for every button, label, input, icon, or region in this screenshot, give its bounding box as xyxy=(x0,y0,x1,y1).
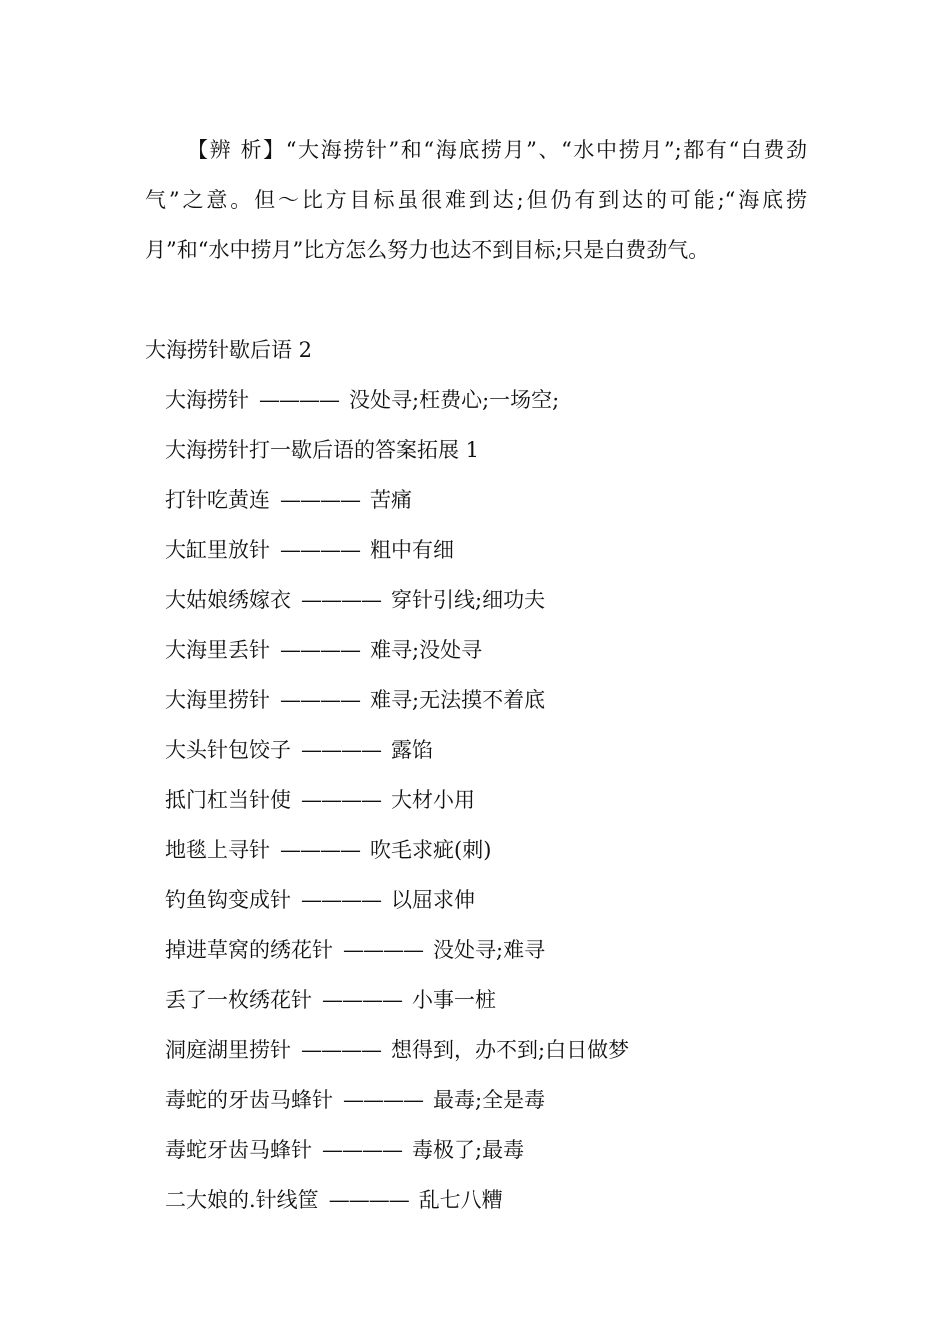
list-item xyxy=(165,775,629,825)
xiehouyu-question: 大海捞针 xyxy=(165,388,249,412)
xiehouyu-question: 大海里捞针 xyxy=(165,688,270,712)
xiehouyu-answer: 穿针引线;细功夫 xyxy=(391,588,546,612)
xiehouyu-question: 毒蛇牙齿马蜂针 xyxy=(165,1138,312,1162)
list-item xyxy=(165,625,629,675)
dash-separator: ———— xyxy=(280,638,360,662)
xiehouyu-question: 二大娘的.针线筐 xyxy=(165,1188,319,1212)
xiehouyu-list xyxy=(165,375,629,1225)
list-item xyxy=(165,575,629,625)
xiehouyu-question: 大姑娘绣嫁衣 xyxy=(165,588,291,612)
xiehouyu-question: 大海捞针打一歇后语的答案拓展 1 xyxy=(165,438,480,462)
xiehouyu-answer: 小事一桩 xyxy=(412,988,496,1012)
list-item xyxy=(165,1075,629,1125)
xiehouyu-question: 大头针包饺子 xyxy=(165,738,291,762)
list-item xyxy=(165,675,629,725)
dash-separator: ———— xyxy=(259,388,339,412)
xiehouyu-answer: 毒极了;最毒 xyxy=(412,1138,525,1162)
xiehouyu-answer: 露馅 xyxy=(391,738,433,762)
dash-separator: ———— xyxy=(322,1138,402,1162)
dash-separator: ———— xyxy=(301,738,381,762)
dash-separator: ———— xyxy=(328,1188,409,1212)
analysis-paragraph: 【辨 析】“大海捞针”和“海底捞月”、“水中捞月”;都有“白费劲气”之意。但～比方目标虽很难到达;但仍有到达的可能;“海底捞月”和“水中捞月”比方怎么努力也达不到目标;只是白费劲气。 xyxy=(145,138,807,262)
dash-separator: ———— xyxy=(280,488,360,512)
dash-separator: ———— xyxy=(280,538,360,562)
xiehouyu-answer: 以屈求伸 xyxy=(391,888,475,912)
xiehouyu-answer: 大材小用 xyxy=(391,788,475,812)
xiehouyu-question: 大缸里放针 xyxy=(165,538,270,562)
dash-separator: ———— xyxy=(322,988,402,1012)
xiehouyu-answer: 难寻;无法摸不着底 xyxy=(370,688,546,712)
xiehouyu-question: 洞庭湖里捞针 xyxy=(165,1038,291,1062)
xiehouyu-question: 大海里丢针 xyxy=(165,638,270,662)
xiehouyu-answer: 苦痛 xyxy=(370,488,412,512)
list-item xyxy=(165,825,629,875)
dash-separator: ———— xyxy=(301,788,381,812)
list-item xyxy=(165,975,629,1025)
dash-separator: ———— xyxy=(301,888,381,912)
dash-separator: ———— xyxy=(343,1088,423,1112)
list-item xyxy=(165,425,629,475)
xiehouyu-question: 打针吃黄连 xyxy=(165,488,270,512)
xiehouyu-question: 掉进草窝的绣花针 xyxy=(165,938,333,962)
list-item xyxy=(165,1125,629,1175)
list-item xyxy=(165,375,629,425)
xiehouyu-answer: 乱七八糟 xyxy=(418,1188,503,1212)
list-item xyxy=(165,1025,629,1075)
xiehouyu-answer: 吹毛求疵(刺) xyxy=(370,838,492,862)
list-item xyxy=(165,725,629,775)
xiehouyu-answer: 粗中有细 xyxy=(370,538,454,562)
dash-separator: ———— xyxy=(280,838,360,862)
xiehouyu-question: 地毯上寻针 xyxy=(165,838,270,862)
list-item xyxy=(165,525,629,575)
list-item xyxy=(165,875,629,925)
xiehouyu-question: 毒蛇的牙齿马蜂针 xyxy=(165,1088,333,1112)
list-item xyxy=(165,1175,629,1225)
xiehouyu-question: 钓鱼钩变成针 xyxy=(165,888,291,912)
xiehouyu-question: 丢了一枚绣花针 xyxy=(165,988,312,1012)
xiehouyu-answer: 没处寻;难寻 xyxy=(433,938,546,962)
list-item xyxy=(165,925,629,975)
xiehouyu-answer: 没处寻;枉费心;一场空; xyxy=(349,388,560,412)
section-heading: 大海捞针歇后语 2 xyxy=(145,338,313,362)
dash-separator: ———— xyxy=(301,588,381,612)
xiehouyu-answer: 想得到，办不到;白日做梦 xyxy=(391,1038,630,1062)
xiehouyu-question: 抵门杠当针使 xyxy=(165,788,291,812)
xiehouyu-answer: 难寻;没处寻 xyxy=(370,638,483,662)
xiehouyu-answer: 最毒;全是毒 xyxy=(433,1088,546,1112)
dash-separator: ———— xyxy=(343,938,423,962)
dash-separator: ———— xyxy=(301,1038,381,1062)
list-item xyxy=(165,475,629,525)
dash-separator: ———— xyxy=(280,688,360,712)
